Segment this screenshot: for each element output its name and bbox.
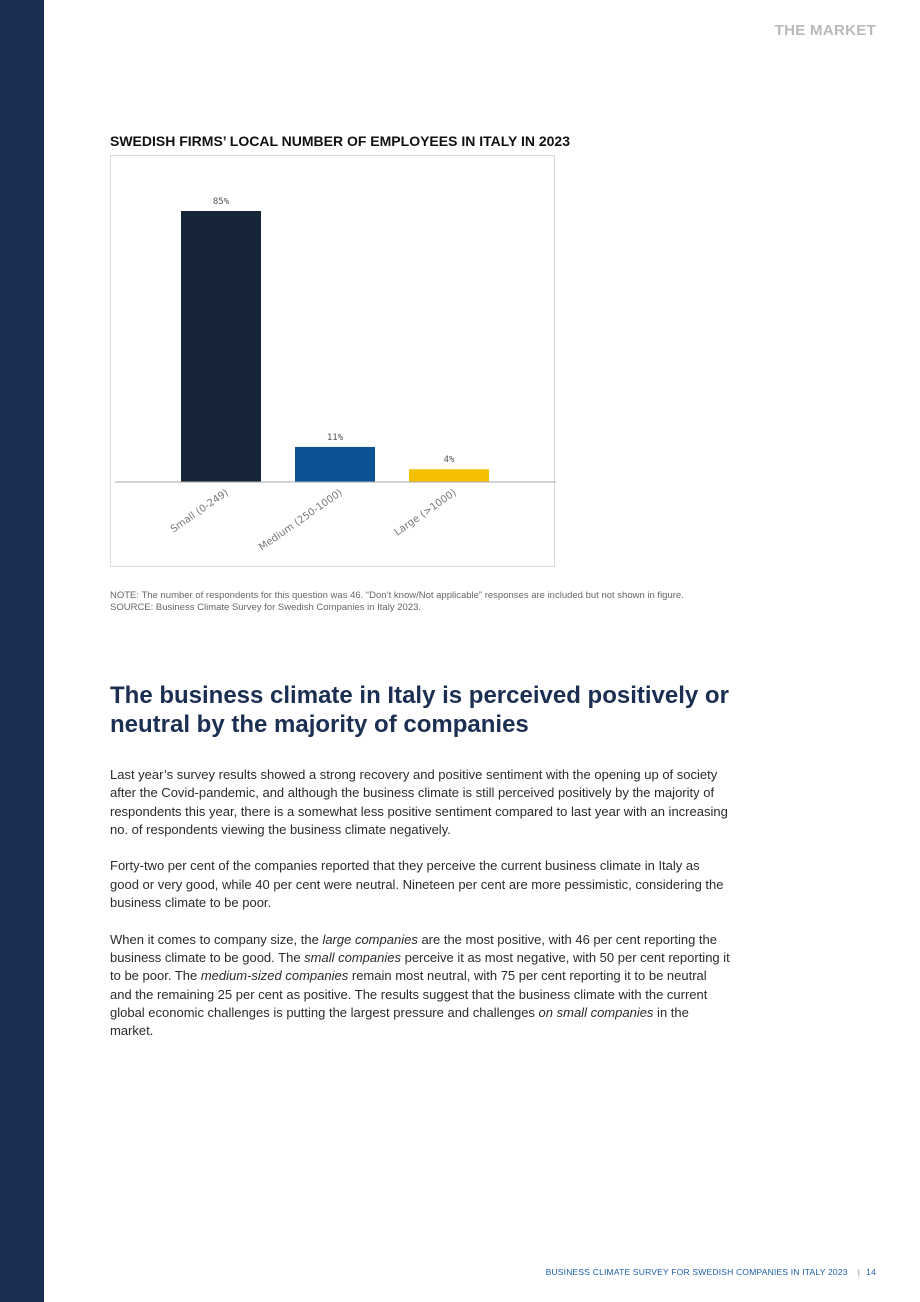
category-label-3: Large (>1000)	[392, 487, 459, 539]
paragraph-1: Last year’s survey results showed a strong recovery and positive sentiment with the opening up of society after the Covid-pandemic, and although the business climate is still perceived positively by the majority of respondents this year, there is a somewhat less positive sentiment compared to last year with an increasing no. of respondents viewing the business climate negatively.	[110, 767, 728, 837]
chart-title: SWEDISH FIRMS’ LOCAL NUMBER OF EMPLOYEES IN ITALY IN 2023	[110, 133, 570, 149]
data-label-3: 4%	[443, 455, 455, 466]
p3-emphasis-on-small: on small companies	[538, 1004, 654, 1020]
p3-text-5: in the market.	[110, 1004, 689, 1039]
bar-chart	[111, 156, 556, 568]
paragraph-2: Forty-two per cent of the companies reported that they perceive the current business climate in Italy as good or very good, while 40 per cent were neutral. Nineteen per cent are more pessimistic, considering the business climate to be poor.	[110, 858, 724, 911]
article-heading: The business climate in Italy is perceived positively or neutral by the majority of companies	[110, 682, 729, 738]
p3-text-2: are the most positive, with 46 per cent reporting the business climate to be good. The	[110, 931, 717, 965]
bar-1	[181, 211, 261, 482]
data-label-2: 11%	[326, 432, 344, 443]
p3-text-3: perceive it as most negative, with 50 per cent reporting it to be poor. The	[110, 949, 730, 984]
bar-3	[409, 469, 489, 482]
p3-text-4: remain most neutral, with 75 per cent reporting it to be neutral and the remaining 25 per cent as positive. The results suggest that the business climate with the current global economic challenges is putting the largest pressure and challenges	[110, 968, 708, 1020]
p3-emphasis-medium: medium-sized companies	[200, 968, 349, 984]
sidebar-stripe	[0, 0, 44, 1302]
footer-report-title: BUSINESS CLIMATE SURVEY FOR SWEDISH COMPANIES IN ITALY 2023	[545, 1267, 848, 1277]
p3-emphasis-large: large companies	[322, 931, 418, 947]
p3-emphasis-small: small companies	[304, 949, 401, 965]
category-label-2: Medium (250-1000)	[257, 487, 345, 554]
footer-separator: |	[857, 1267, 861, 1277]
chart-note	[110, 590, 730, 613]
source-text: SOURCE: Business Climate Survey for Swedish Companies in Italy 2023.	[110, 601, 421, 613]
data-label-1: 85%	[212, 197, 230, 207]
chart-container	[110, 155, 555, 567]
p3-text-1: When it comes to company size, the	[110, 931, 323, 947]
note-text: NOTE: The number of respondents for this question was 46. “Don’t know/Not applicable” responses are included but not shown in figure.	[110, 590, 684, 601]
bar-2	[295, 447, 375, 482]
page-footer	[546, 1267, 876, 1277]
section-label: THE MARKET	[774, 22, 876, 39]
page-number: 14	[866, 1267, 876, 1277]
category-label-1: Small (0-249)	[168, 487, 231, 536]
article-body	[110, 766, 730, 1059]
paragraph-3	[110, 931, 730, 1041]
